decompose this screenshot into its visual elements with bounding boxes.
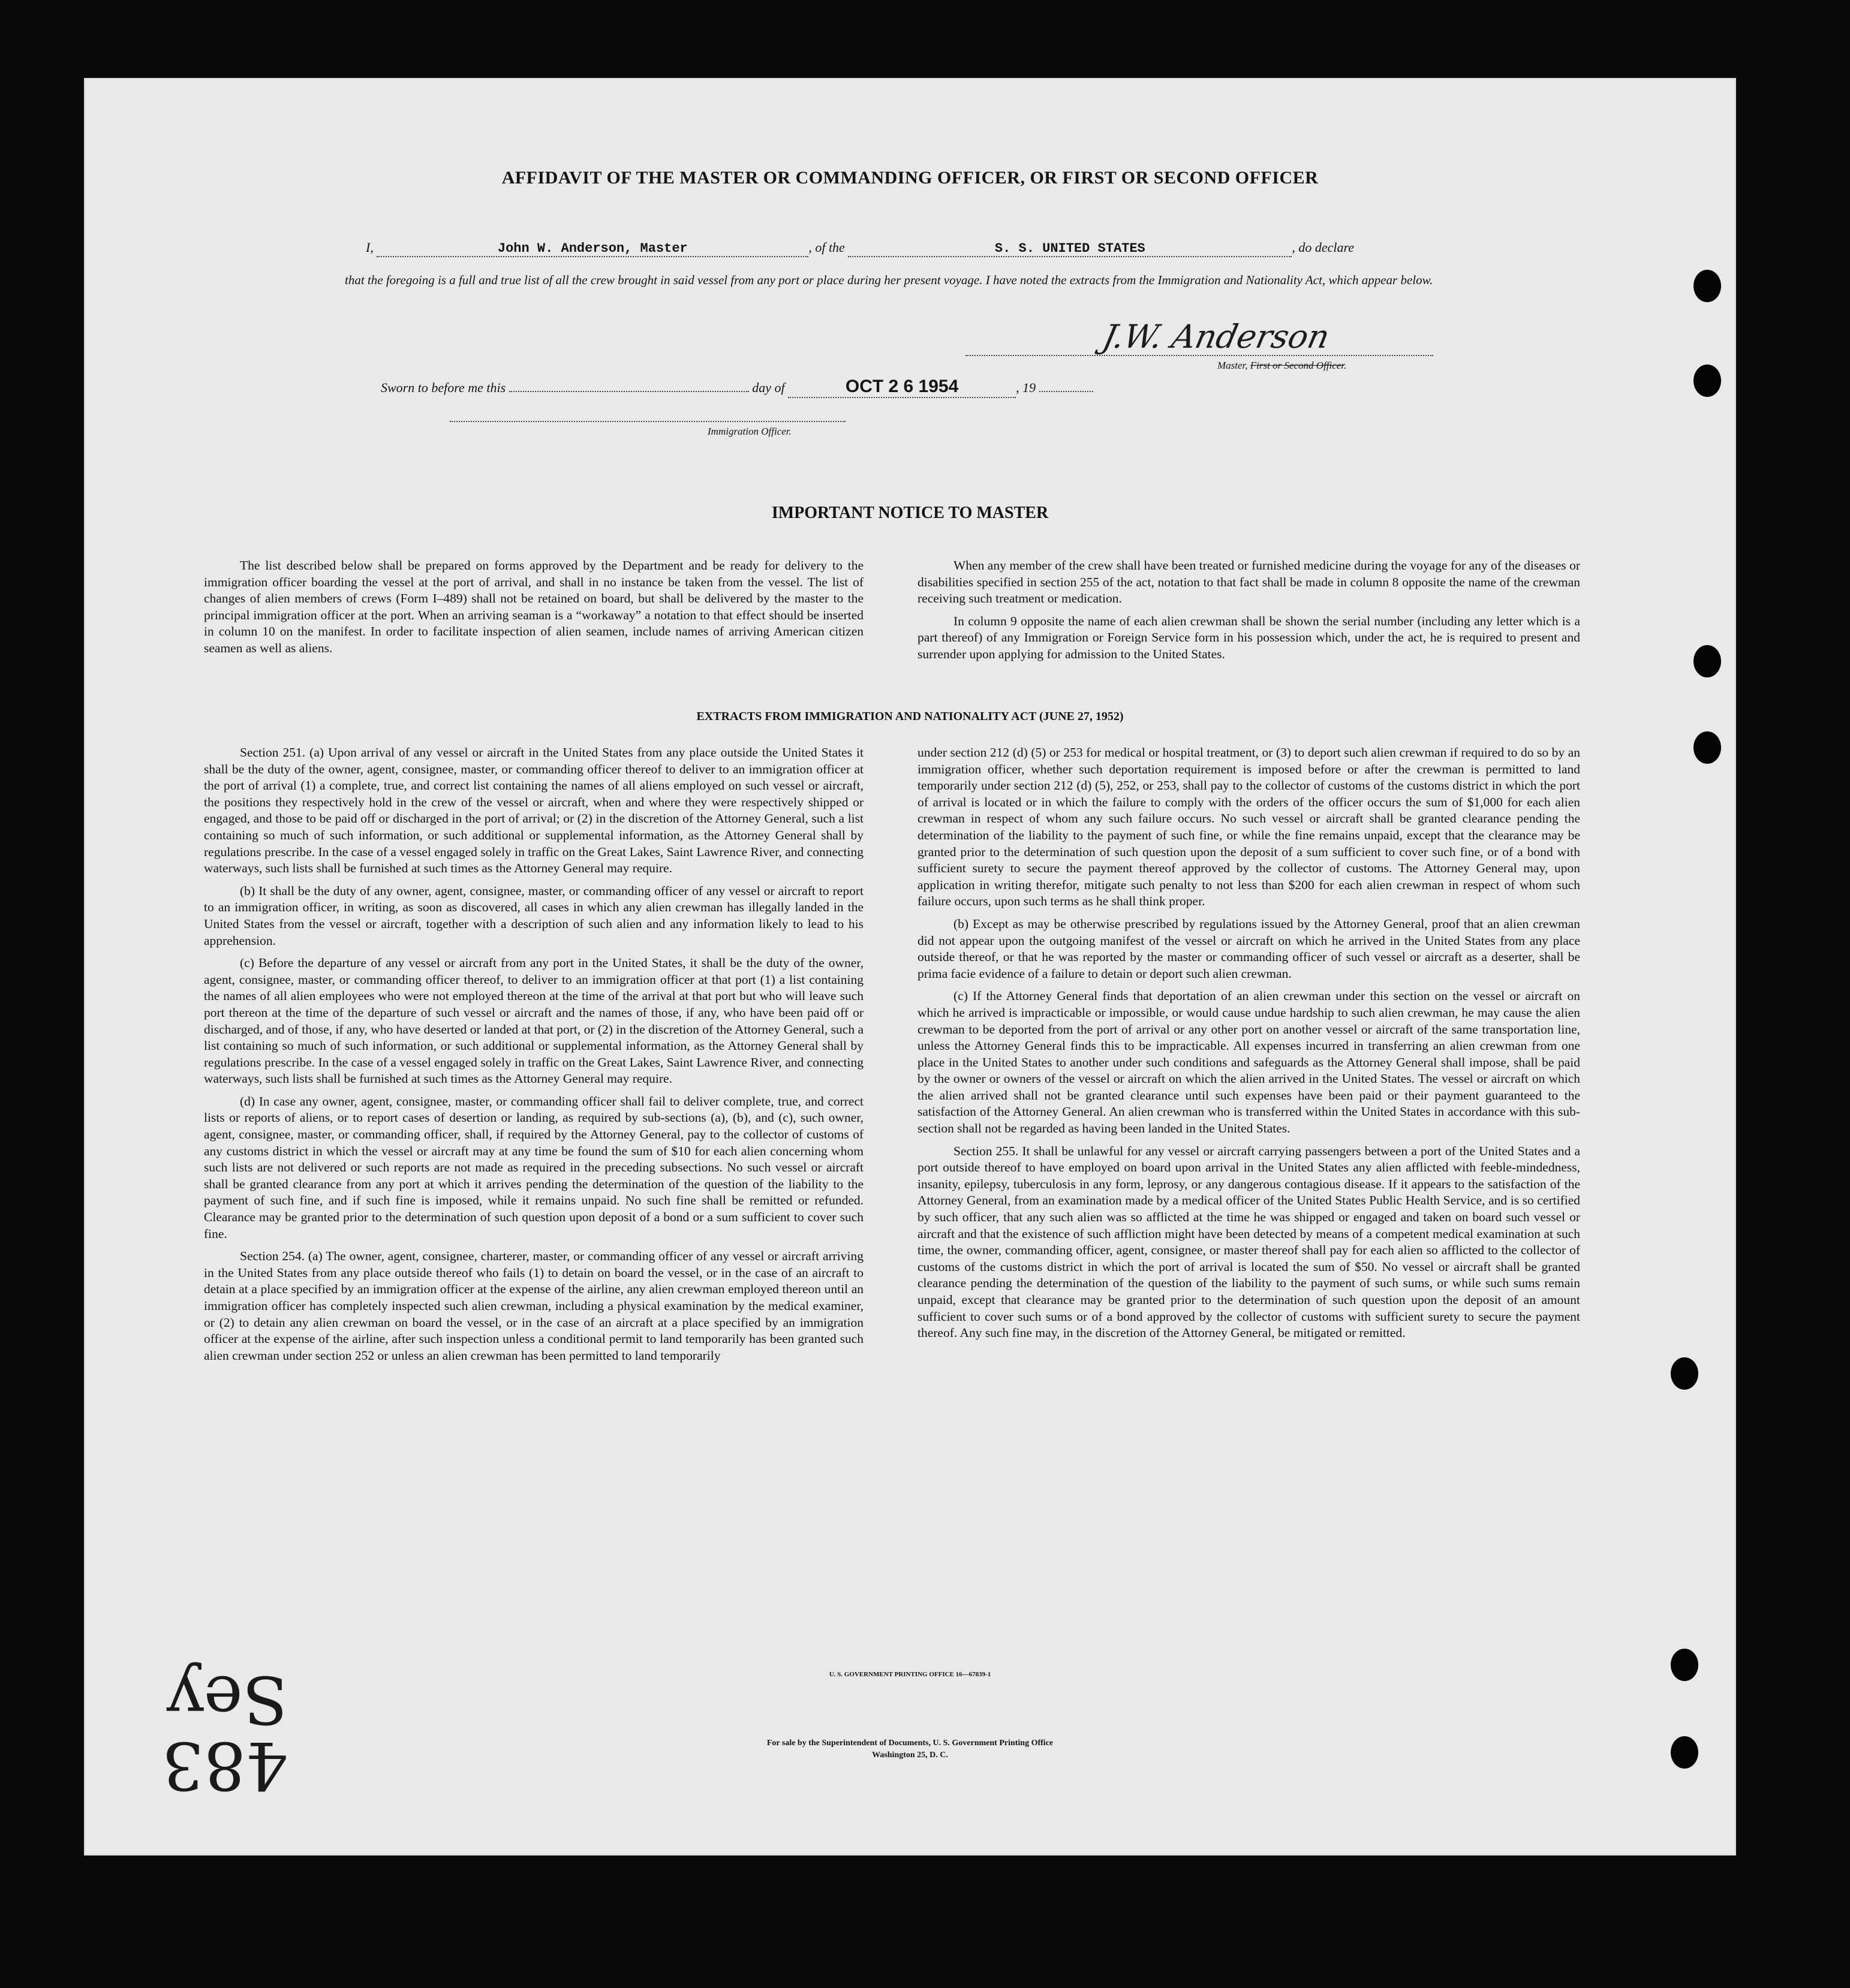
master-signature: J.W. Anderson [1099,318,1333,356]
extract-paragraph: under section 212 (d) (5) or 253 for medical or hospital treatment, or (3) to deport such alien crewman if required to do so by an immigration officer, whether such deportation requirement is imposed before or after the crewman is permitted to land temporarily under section 212 (d) (5), 252, or 253, shall pay to the collector of customs of the customs district in which the port of arrival is located or in which the failure to comply with the orders of the officer occurs the sum of $1,000 for each alien crewman in respect of whom any such failure occurs. No such vessel or aircraft shall be granted clearance pending the determination of the liability to the payment of such fine, or while the fine remains unpaid, except that the clearance may be granted prior to the determination of such question upon the deposit of a sum sufficient to cover such fine, or of a bond with sufficient surety to secure the payment thereof approved by the collector of customs. The Attorney General may, upon application in writing therefor, mitigate such penalty to not less than $200 for each alien crewman in respect of whom such failure occurs, upon such terms as he shall think proper. [918,745,1580,909]
master-name-field: John W. Anderson, Master [377,241,808,257]
extract-paragraph: (c) If the Attorney General finds that deportation of an alien crewman under this section on the vessel or aircraft on which he arrived is impracticable or impossible, or would cause undue hardship to such alien crewman, he may cause the alien crewman to be deported from the port of arrival or any other port on another vessel or aircraft of the same transportation line, unless the Attorney General finds this to be impracticable. All expenses incurred in transferring an alien crewman from one place in the United States to another under such conditions and safeguards as the Attorney General shall impose, shall be paid by the owner or owners of the vessel or aircraft on which the alien arrived in the United States. The vessel or aircraft on which the alien arrived shall not be granted clearance until such expenses have been paid or their payment guaranteed to the satisfaction of the Attorney General. An alien crewman who is transferred within the United States in accordance with this sub-section shall not be regarded as having been landed in the United States. [918,989,1580,1136]
signature-line [965,355,1433,356]
signature-caption: Master, First or Second Officer. [1217,360,1347,371]
declaration-do-declare: , do declare [1292,240,1354,255]
declaration-text: that the foregoing is a full and true list of all the crew brought in said vessel from any port or place during her present voyage. I have noted the extracts from the Immigration and Nationality Act, which appear below. [345,273,1433,287]
extract-paragraph: (b) Except as may be otherwise prescribed by regulations issued by the Attorney General, proof that an alien crewman did not appear upon the outgoing manifest of the vessel or aircraft on which he arrived in the United States from any place outside thereof, or that he was reported by the master or commanding officer of such vessel or aircraft as a deserter, shall be prima facie evidence of a failure to detain or deport such alien crewman. [918,916,1580,981]
declaration-line [366,240,1354,257]
notice-right-paragraph-2: In column 9 opposite the name of each alien crewman shall be shown the serial number (including any letter which is a part thereof) of any Immigration or Foreign Service form in his possession which, under the act, he is required to present and surrender upon applying for admission to the United States. [918,613,1580,661]
footer-line-2: Washington 25, D. C. [872,1751,948,1760]
extract-paragraph: Section 255. It shall be unlawful for any vessel or aircraft carrying passengers between a port of the United States and a port outside thereof to have employed on board upon arrival in the United States any alien afflicted with feeble-mindedness, insanity, epilepsy, tuberculosis in any form, leprosy, or any dangerous contagious disease. If it appears to the satisfaction of the Attorney General, from an examination made by a medical officer of the United States Public Health Service, and is so certified by such officer, that any such alien was so afflicted at the time he was shipped or engaged and taken on board such vessel or aircraft and that the existence of such affliction might have been detected by means of a competent medical examination at such time, the owner, commanding officer, agent, consignee, or master thereof shall pay for each alien so afflicted to the collector of customs of the customs district in which the port of arrival is located the sum of $50. No vessel or aircraft shall be granted clearance pending the determination of the question of the liability to the payment of such sums, or while such sums remain unpaid, except that clearance may be granted prior to the determination of such question upon the deposit of an amount sufficient to cover such sums or of a bond approved by the collector of customs with sufficient surety to secure the payment thereof. Any such fine may, in the discretion of the Attorney General, be mitigated or remitted. [918,1143,1580,1341]
notice-title: IMPORTANT NOTICE TO MASTER [771,504,1049,522]
sworn-prefix: Sworn to before me this [381,380,506,395]
vessel-name-field: S. S. UNITED STATES [848,241,1292,257]
punch-hole [1671,1357,1698,1390]
footer-line-1: For sale by the Superintendent of Documents, U. S. Government Printing Office [766,1739,1054,1748]
document-page [84,78,1736,1856]
extract-paragraph: (c) Before the departure of any vessel or aircraft from any port in the United States, it shall be the duty of the owner, agent, consignee, master, or commanding officer thereof, to deliver to an immigration officer at that port (1) a list containing the names of all alien employees who were not employed thereon at the time of the arrival at that port but who will leave such port thereon at the time of the departure of such vessel or aircraft and the names of those, if any, who have been paid off or discharged, and of those, if any, who have deserted or landed at that port, or (2) in the discretion of the Attorney General, such a list containing so much of such information, or such additional or supplemental information, as the Attorney General shall by regulations prescribe. In the case of a vessel engaged solely in traffic on the Great Lakes, Saint Lawrence River, and connecting waterways, such lists shall be furnished at such times as the Attorney General may require. [204,956,864,1086]
sworn-year: , 19 [1016,380,1036,395]
declaration-of-the: , of the [808,240,845,255]
declaration-prefix: I, [366,240,374,255]
extract-paragraph: Section 254. (a) The owner, agent, consignee, charterer, master, or commanding officer of any vessel or aircraft arriving in the United States from any place outside thereof who fails (1) to detain on board the vessel, or in the case of an aircraft to detain at a place specified by an immigration officer at the expense of the airline, any alien crewman employed thereon until an immigration officer has completely inspected such alien crewman, including a physical examination by the medical examiner, or (2) to detain any alien crewman on board the vessel, or in the case of an aircraft at a place specified by an immigration officer at the expense of the airline, after such inspection unless a conditional permit to land temporarily has been granted such alien crewman under section 252 or unless an alien crewman has been permitted to land temporarily [204,1249,864,1363]
sworn-day-of: day of [752,380,785,395]
printing-office-line: U. S. GOVERNMENT PRINTING OFFICE 16—67839-1 [829,1671,991,1678]
notice-right-column [918,558,1580,669]
extracts-left-column [204,745,864,1370]
notice-right-paragraph-1: When any member of the crew shall have been treated or furnished medicine during the voyage for any of the diseases or disabilities specified in section 255 of the act, notation to that fact shall be made in column 8 opposite the name of the crewman receiving such treatment or medication. [918,558,1580,606]
sworn-date-stamp: OCT 2 6 1954 [788,376,1016,398]
notice-left-column [204,558,864,663]
handwritten-note: 483 Sey [162,1661,288,1804]
sworn-day-field [509,391,749,392]
extract-paragraph: (b) It shall be the duty of any owner, agent, consignee, master, or commanding officer of any vessel or aircraft to report to an immigration officer, in writing, as soon as discovered, all cases in which any alien crewman has illegally landed in the United States from the vessel or aircraft, together with a description of such alien and any information likely to lead to his apprehension. [204,883,864,948]
punch-hole [1693,731,1721,764]
immigration-officer-caption: Immigration Officer. [708,426,792,437]
extracts-title: EXTRACTS FROM IMMIGRATION AND NATIONALITY ACT (JUNE 27, 1952) [696,710,1124,723]
punch-hole [1693,365,1721,397]
punch-hole [1693,270,1721,302]
sworn-year-field [1039,391,1093,392]
officer-signature-line [450,421,846,422]
affidavit-title: AFFIDAVIT OF THE MASTER OR COMMANDING OFFICER, OR FIRST OR SECOND OFFICER [501,168,1319,188]
sworn-line [381,376,1093,398]
extract-paragraph: (d) In case any owner, agent, consignee, master, or commanding officer shall fail to deliver complete, true, and correct lists or reports of aliens, or to report cases of desertion or landing, as required by sub-sections (a), (b), and (c), such owner, agent, consignee, master, or commanding officer, shall, if required by the Attorney General, pay to the collector of customs of any customs district in which the vessel or aircraft may at any time be found the sum of $10 for each alien concerning whom such lists are not delivered or such reports are not made as required in the preceding subsections. No such vessel or aircraft shall be granted clearance from any port at which it arrives pending the determination of the question of the liability to the payment of such fine, and if such fine is imposed, while it remains unpaid. No such fine shall be remitted or refunded. Clearance may be granted prior to the determination of such question upon deposit of a bond or a sum sufficient to cover such fine. [204,1094,864,1241]
extracts-right-column [918,745,1580,1348]
notice-left-paragraph: The list described below shall be prepared on forms approved by the Department and be ready for delivery to the immigration officer boarding the vessel at the port of arrival, and shall in no instance be taken from the vessel. The list of changes of alien members of crews (Form I–489) shall not be retained on board, but shall be delivered by the master to the principal immigration officer at the port. When an arriving seaman is a “workaway” a notation to that effect should be inserted in column 10 on the manifest. In order to facilitate inspection of alien seamen, include names of arriving American citizen seamen as well as aliens. [204,558,864,655]
punch-hole [1693,645,1721,677]
extract-paragraph: Section 251. (a) Upon arrival of any vessel or aircraft in the United States from any place outside the United States it shall be the duty of the owner, agent, consignee, master, or commanding officer thereof to deliver to an immigration officer at the port of arrival (1) a complete, true, and correct list containing the names of all aliens employed on such vessel or aircraft, the positions they respectively hold in the crew of the vessel or aircraft, when and where they were respectively shipped or engaged, and those to be paid off or discharged in the port of arrival; or (2) in the discretion of the Attorney General, such a list containing so much of such information, or such additional or supplemental information, as the Attorney General shall by regulations prescribe. In the case of a vessel engaged solely in traffic on the Great Lakes, Saint Lawrence River, and connecting waterways, such lists shall be furnished at such times as the Attorney General may require. [204,745,864,876]
